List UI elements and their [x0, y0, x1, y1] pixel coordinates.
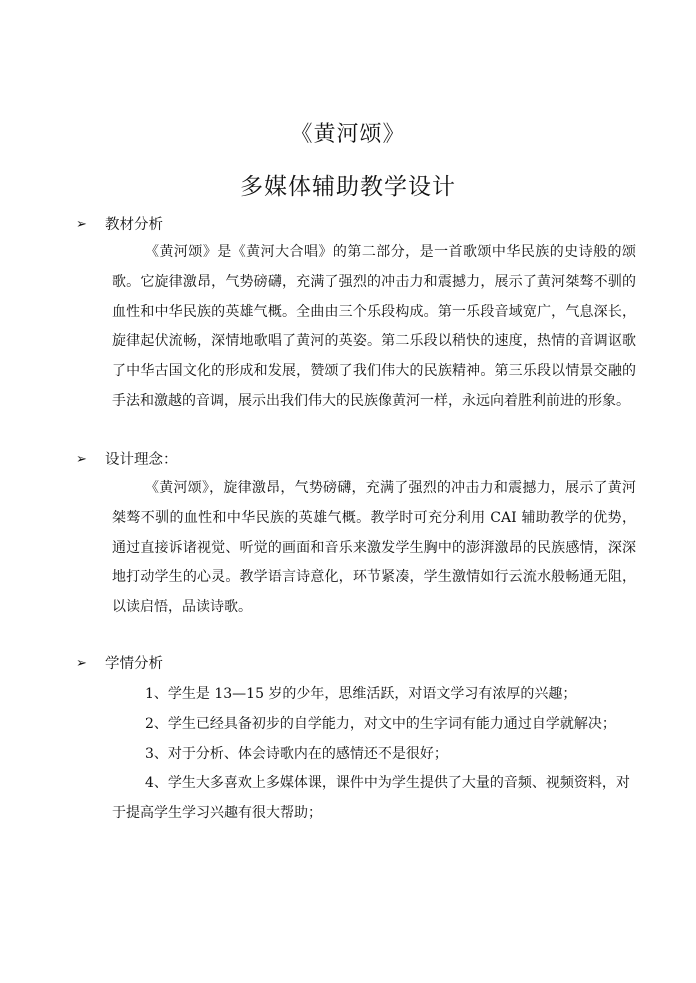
list-item: 3、对于分析、体会诗歌内在的感情还不是很好；: [145, 745, 448, 762]
arrow-right-icon: ➢: [76, 452, 87, 467]
list-item: 1、学生是 13—15 岁的少年，思维活跃，对语文学习有浓厚的兴趣；: [145, 686, 577, 702]
section-paragraph: 《黄河颂》，旋律激昂，气势磅礴，充满了强烈的冲击力和震撼力，展示了黄河桀骜不驯的血性和中华民族的英雄气概。教学时可充分利用 CAI 辅助教学的优势，通过直接诉诸视觉、听觉的画面和音乐来激发学生胸中的澎湃激昂的民族感情，深深地打动学生的心灵。教学语言诗意化，环节紧凑，学生激情如行云流水般畅通无阻，以读启悟，品读诗歌。: [112, 480, 636, 616]
arrow-right-icon: ➢: [76, 217, 87, 232]
list-item: 4、学生大多喜欢上多媒体课，课件中为学生提供了大量的音频、视频资料，对于提高学生学习兴趣有很大帮助；: [112, 775, 630, 822]
list-item: 2、学生已经具备初步的自学能力，对文中的生字词有能力通过自学就解决；: [145, 715, 616, 732]
section-heading: 设计理念：: [105, 452, 178, 468]
document-title: 《黄河颂》: [290, 122, 406, 147]
section-heading-row: [76, 449, 178, 471]
document-subtitle: 多媒体辅助教学设计: [240, 174, 456, 200]
section-heading: 学情分析: [105, 656, 163, 672]
section-paragraph: 《黄河颂》是《黄河大合唱》的第二部分，是一首歌颂中华民族的史诗般的颂歌。它旋律激昂，气势磅礴，充满了强烈的冲击力和震撼力，展示了黄河桀骜不驯的血性和中华民族的英雄气概。全曲由三个乐段构成。第一乐段音域宽广，气息深长，旋律起伏流畅，深情地歌唱了黄河的英姿。第二乐段以稍快的速度，热情的音调讴歌了中华古国文化的形成和发展，赞颂了我们伟大的民族精神。第三乐段以情景交融的手法和激越的音调，展示出我们伟大的民族像黄河一样，永远向着胜利前进的形象。: [112, 244, 636, 409]
section-heading: 教材分析: [105, 217, 163, 233]
section-heading-row: [76, 653, 163, 675]
arrow-right-icon: ➢: [76, 656, 87, 671]
learner-analysis-list: [112, 680, 636, 829]
section-heading-row: [76, 214, 163, 236]
